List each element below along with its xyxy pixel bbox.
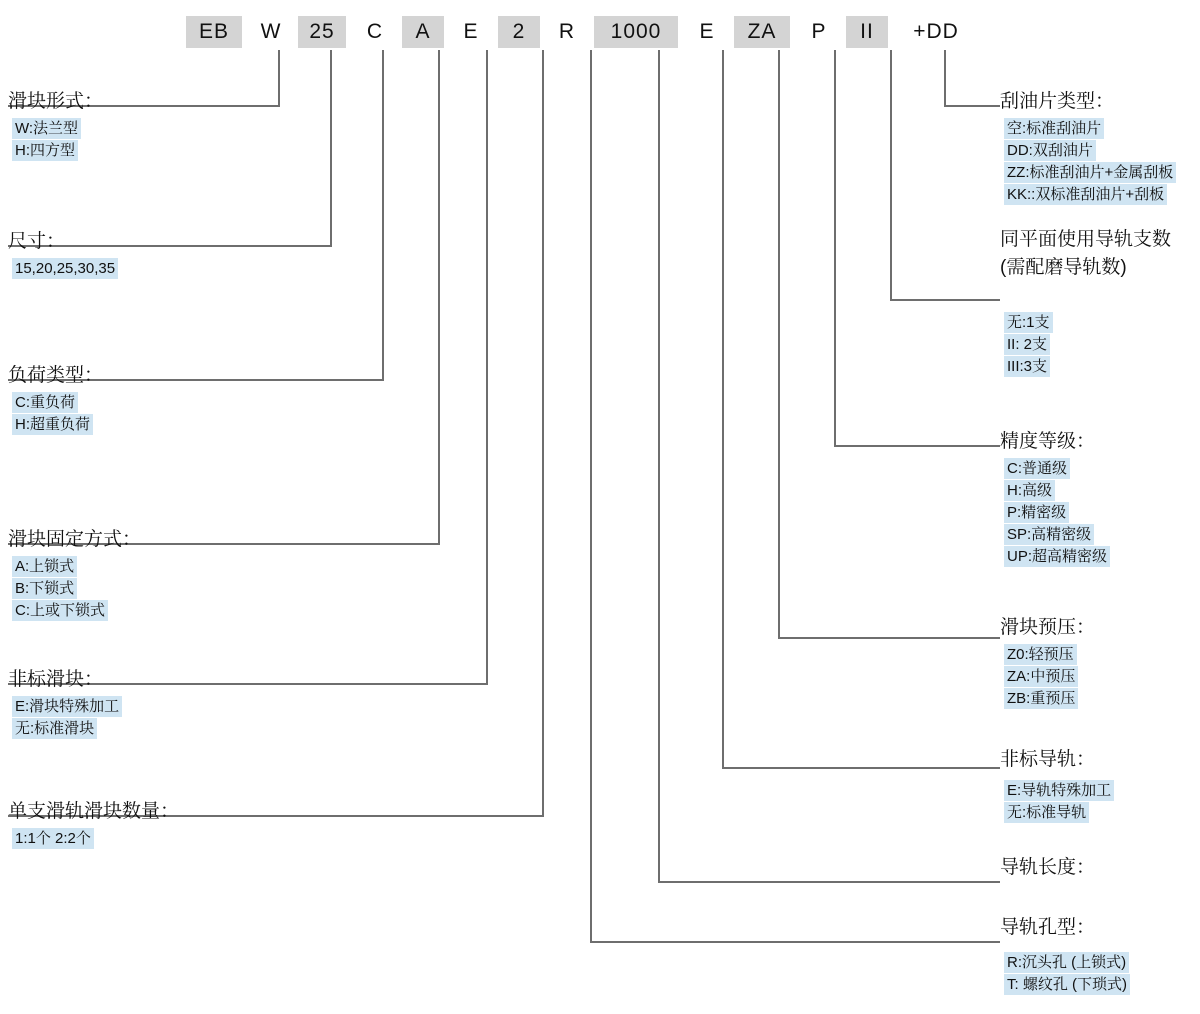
option-item: ZZ:标准刮油片+金属刮板 bbox=[1004, 162, 1176, 183]
option-item: E:导轨特殊加工 bbox=[1004, 780, 1114, 801]
option-item: T: 螺纹孔 (下琐式) bbox=[1004, 974, 1130, 995]
code-segment-e2: E bbox=[699, 20, 715, 43]
leader-accuracy-horizontal bbox=[834, 445, 1000, 447]
leader-wiper-horizontal bbox=[944, 105, 1000, 107]
code-segment-p: P bbox=[811, 20, 827, 43]
leader-rail-hole-vertical bbox=[590, 50, 592, 942]
option-item: W:法兰型 bbox=[12, 118, 81, 139]
code-segment-za: ZA bbox=[734, 16, 790, 48]
group-label-size: 尺寸： bbox=[8, 231, 66, 252]
leader-size-vertical bbox=[330, 50, 332, 246]
group-label-wiper-type: 刮油片类型： bbox=[1000, 91, 1115, 112]
code-segment-r: R bbox=[558, 20, 576, 43]
code-segment-25: 25 bbox=[298, 16, 346, 48]
group-options-load-type bbox=[12, 392, 93, 436]
group-options-slider-count bbox=[12, 828, 94, 850]
group-options-nonstandard-rail bbox=[1004, 780, 1114, 824]
group-label-nonstandard-slider: 非标滑块： bbox=[8, 669, 104, 690]
option-item: II: 2支 bbox=[1004, 334, 1050, 355]
group-label-rails-same-plane: 同平面使用导轨支数 bbox=[1000, 229, 1172, 250]
group-options-rails-same-plane bbox=[1004, 312, 1053, 378]
leader-preload-horizontal bbox=[778, 637, 1000, 639]
group-options-accuracy-grade bbox=[1004, 458, 1110, 568]
group-label-slider-type: 滑块形式： bbox=[8, 91, 104, 112]
option-item: H:高级 bbox=[1004, 480, 1055, 501]
group-options-slider-fixing bbox=[12, 556, 108, 622]
leader-rail-hole-horizontal bbox=[590, 941, 1000, 943]
code-segment-ii: II bbox=[846, 16, 888, 48]
group-options-wiper-type bbox=[1004, 118, 1176, 206]
option-item: H:超重负荷 bbox=[12, 414, 93, 435]
leader-rails-same-plane-vertical bbox=[890, 50, 892, 300]
group-options-slider-type bbox=[12, 118, 81, 162]
leader-rail-length-vertical bbox=[658, 50, 660, 882]
option-item: Z0:轻预压 bbox=[1004, 644, 1077, 665]
option-item: ZA:中预压 bbox=[1004, 666, 1078, 687]
leader-nonstandard-rail-horizontal bbox=[722, 767, 1000, 769]
option-item: H:四方型 bbox=[12, 140, 78, 161]
leader-nonstandard-slider-vertical bbox=[486, 50, 488, 684]
option-item: III:3支 bbox=[1004, 356, 1050, 377]
group-label-slider-fixing: 滑块固定方式： bbox=[8, 529, 142, 550]
leader-slider-type-vertical bbox=[278, 50, 280, 106]
option-item: A:上锁式 bbox=[12, 556, 77, 577]
option-item: C:普通级 bbox=[1004, 458, 1070, 479]
group-options-size bbox=[12, 258, 118, 280]
leader-slider-count-vertical bbox=[542, 50, 544, 816]
leader-preload-vertical bbox=[778, 50, 780, 638]
group-options-preload bbox=[1004, 644, 1078, 710]
leader-slider-fixing-vertical bbox=[438, 50, 440, 544]
option-item: 无:1支 bbox=[1004, 312, 1053, 333]
group-options-nonstandard-slider bbox=[12, 696, 122, 740]
option-item: 空:标准刮油片 bbox=[1004, 118, 1104, 139]
leader-wiper-vertical bbox=[944, 50, 946, 106]
leader-nonstandard-rail-vertical bbox=[722, 50, 724, 768]
code-segment-w: W bbox=[260, 20, 282, 43]
option-item: KK::双标准刮油片+刮板 bbox=[1004, 184, 1167, 205]
option-item: SP:高精密级 bbox=[1004, 524, 1094, 545]
option-item: ZB:重预压 bbox=[1004, 688, 1078, 709]
leader-rail-length-horizontal bbox=[658, 881, 1000, 883]
code-segment-eb: EB bbox=[186, 16, 242, 48]
option-item: C:重负荷 bbox=[12, 392, 78, 413]
group-label-rail-length: 导轨长度： bbox=[1000, 857, 1096, 878]
code-segment-e1: E bbox=[463, 20, 479, 43]
option-item: 无:标准滑块 bbox=[12, 718, 97, 739]
option-item: 无:标准导轨 bbox=[1004, 802, 1089, 823]
code-segment-a: A bbox=[402, 16, 444, 48]
group-options-rail-hole-type bbox=[1004, 952, 1130, 996]
option-item: B:下锁式 bbox=[12, 578, 77, 599]
code-segment-1000: 1000 bbox=[594, 16, 678, 48]
code-string bbox=[0, 16, 1200, 50]
group-label-accuracy-grade: 精度等级： bbox=[1000, 431, 1096, 452]
option-item: P:精密级 bbox=[1004, 502, 1069, 523]
leader-load-type-vertical bbox=[382, 50, 384, 380]
leader-accuracy-vertical bbox=[834, 50, 836, 446]
group-label-slider-count: 单支滑轨滑块数量： bbox=[8, 801, 180, 822]
option-item: DD:双刮油片 bbox=[1004, 140, 1096, 161]
code-segment-2: 2 bbox=[498, 16, 540, 48]
group-label-nonstandard-rail: 非标导轨： bbox=[1000, 749, 1096, 770]
leader-rails-same-plane-horizontal bbox=[890, 299, 1000, 301]
group-label-load-type: 负荷类型： bbox=[8, 365, 104, 386]
option-item: E:滑块特殊加工 bbox=[12, 696, 122, 717]
code-segment-dd: +DD bbox=[913, 20, 959, 43]
code-segment-c: C bbox=[366, 20, 384, 43]
option-item: 1:1个 2:2个 bbox=[12, 828, 94, 849]
option-item: R:沉头孔 (上锁式) bbox=[1004, 952, 1129, 973]
option-item: C:上或下锁式 bbox=[12, 600, 108, 621]
option-item: 15,20,25,30,35 bbox=[12, 258, 118, 279]
group-sublabel-rails-same-plane: (需配磨导轨数) bbox=[1000, 257, 1127, 278]
option-item: UP:超高精密级 bbox=[1004, 546, 1110, 567]
group-label-preload: 滑块预压： bbox=[1000, 617, 1096, 638]
group-label-rail-hole-type: 导轨孔型： bbox=[1000, 917, 1096, 938]
